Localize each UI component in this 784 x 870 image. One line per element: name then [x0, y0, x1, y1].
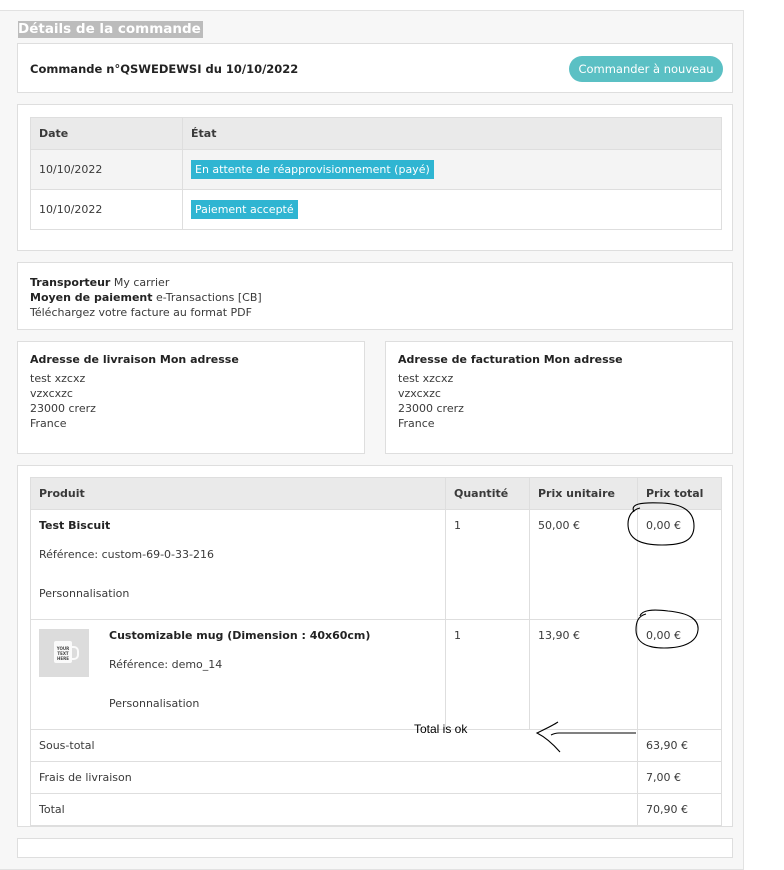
address-line: test xzcxz: [398, 372, 454, 385]
product-name: Customizable mug (Dimension : 40x60cm): [109, 629, 371, 642]
carrier-line: [30, 275, 720, 290]
billing-address-title: Adresse de facturation Mon adresse: [398, 353, 623, 366]
next-section-card: [17, 838, 733, 858]
product-customization: Personnalisation: [39, 587, 130, 600]
table-row: [31, 762, 722, 794]
invoice-download-link[interactable]: Téléchargez votre facture au format PDF: [30, 306, 252, 319]
carrier-label: Transporteur: [30, 276, 111, 289]
history-header-date: Date: [31, 118, 183, 150]
history-date: 10/10/2022: [31, 150, 183, 190]
payment-label: Moyen de paiement: [30, 291, 153, 304]
product-unit-price: 50,00 €: [530, 510, 638, 620]
table-row: [31, 190, 722, 230]
delivery-address-title: Adresse de livraison Mon adresse: [30, 353, 239, 366]
products-header-product: Produit: [31, 478, 446, 510]
address-line: France: [30, 417, 67, 430]
product-unit-price: 13,90 €: [530, 620, 638, 730]
address-line: France: [398, 417, 435, 430]
history-date: 10/10/2022: [31, 190, 183, 230]
product-reference: Référence: demo_14: [109, 658, 223, 671]
address-line: vzxcxzc: [398, 387, 441, 400]
table-row: [31, 510, 722, 620]
subtotal-value: 63,90 €: [638, 730, 722, 762]
shipping-fee-value: 7,00 €: [638, 762, 722, 794]
total-value: 70,90 €: [638, 794, 722, 826]
products-header-quantity: Quantité: [446, 478, 530, 510]
page-title: Détails de la commande: [18, 21, 201, 37]
table-row: [31, 150, 722, 190]
product-name: Test Biscuit: [39, 519, 111, 532]
address-line: vzxcxzc: [30, 387, 73, 400]
product-quantity: 1: [446, 620, 530, 730]
status-badge: En attente de réapprovisionnement (payé): [191, 160, 434, 179]
delivery-address-card: [17, 341, 365, 454]
payment-value: e-Transactions [CB]: [156, 291, 262, 304]
annotation-text: Total is ok: [414, 722, 468, 736]
mug-handle-icon: [71, 646, 79, 660]
products-header-total-price: Prix total: [638, 478, 722, 510]
order-reference: Commande n°QSWEDEWSI du 10/10/2022: [30, 62, 299, 76]
payment-line: [30, 290, 720, 305]
order-history-card: [17, 104, 733, 251]
products-card: [17, 465, 733, 827]
product-total-price: 0,00 €: [638, 510, 722, 620]
product-customization: Personnalisation: [109, 697, 200, 710]
subtotal-label: Sous-total: [31, 730, 638, 762]
shipping-fee-label: Frais de livraison: [31, 762, 638, 794]
table-row: [31, 620, 722, 730]
product-quantity: 1: [446, 510, 530, 620]
mug-print-text: YOUR TEXT HERE: [56, 646, 70, 661]
address-line: 23000 crerz: [398, 402, 464, 415]
product-total-price: 0,00 €: [638, 620, 722, 730]
billing-address-card: [385, 341, 733, 454]
shipping-payment-card: [17, 262, 733, 330]
history-header-state: État: [183, 118, 722, 150]
table-row: [31, 730, 722, 762]
address-line: test xzcxz: [30, 372, 86, 385]
order-header-card: [17, 43, 733, 93]
total-label: Total: [31, 794, 638, 826]
product-reference: Référence: custom-69-0-33-216: [39, 548, 214, 561]
products-header-unit-price: Prix unitaire: [530, 478, 638, 510]
address-line: 23000 crerz: [30, 402, 96, 415]
products-table: [30, 477, 722, 826]
table-row: [31, 794, 722, 826]
carrier-value: My carrier: [113, 276, 170, 289]
product-thumbnail[interactable]: [39, 629, 89, 677]
order-history-table: [30, 117, 722, 230]
status-badge: Paiement accepté: [191, 200, 298, 219]
reorder-button[interactable]: Commander à nouveau: [569, 56, 723, 82]
